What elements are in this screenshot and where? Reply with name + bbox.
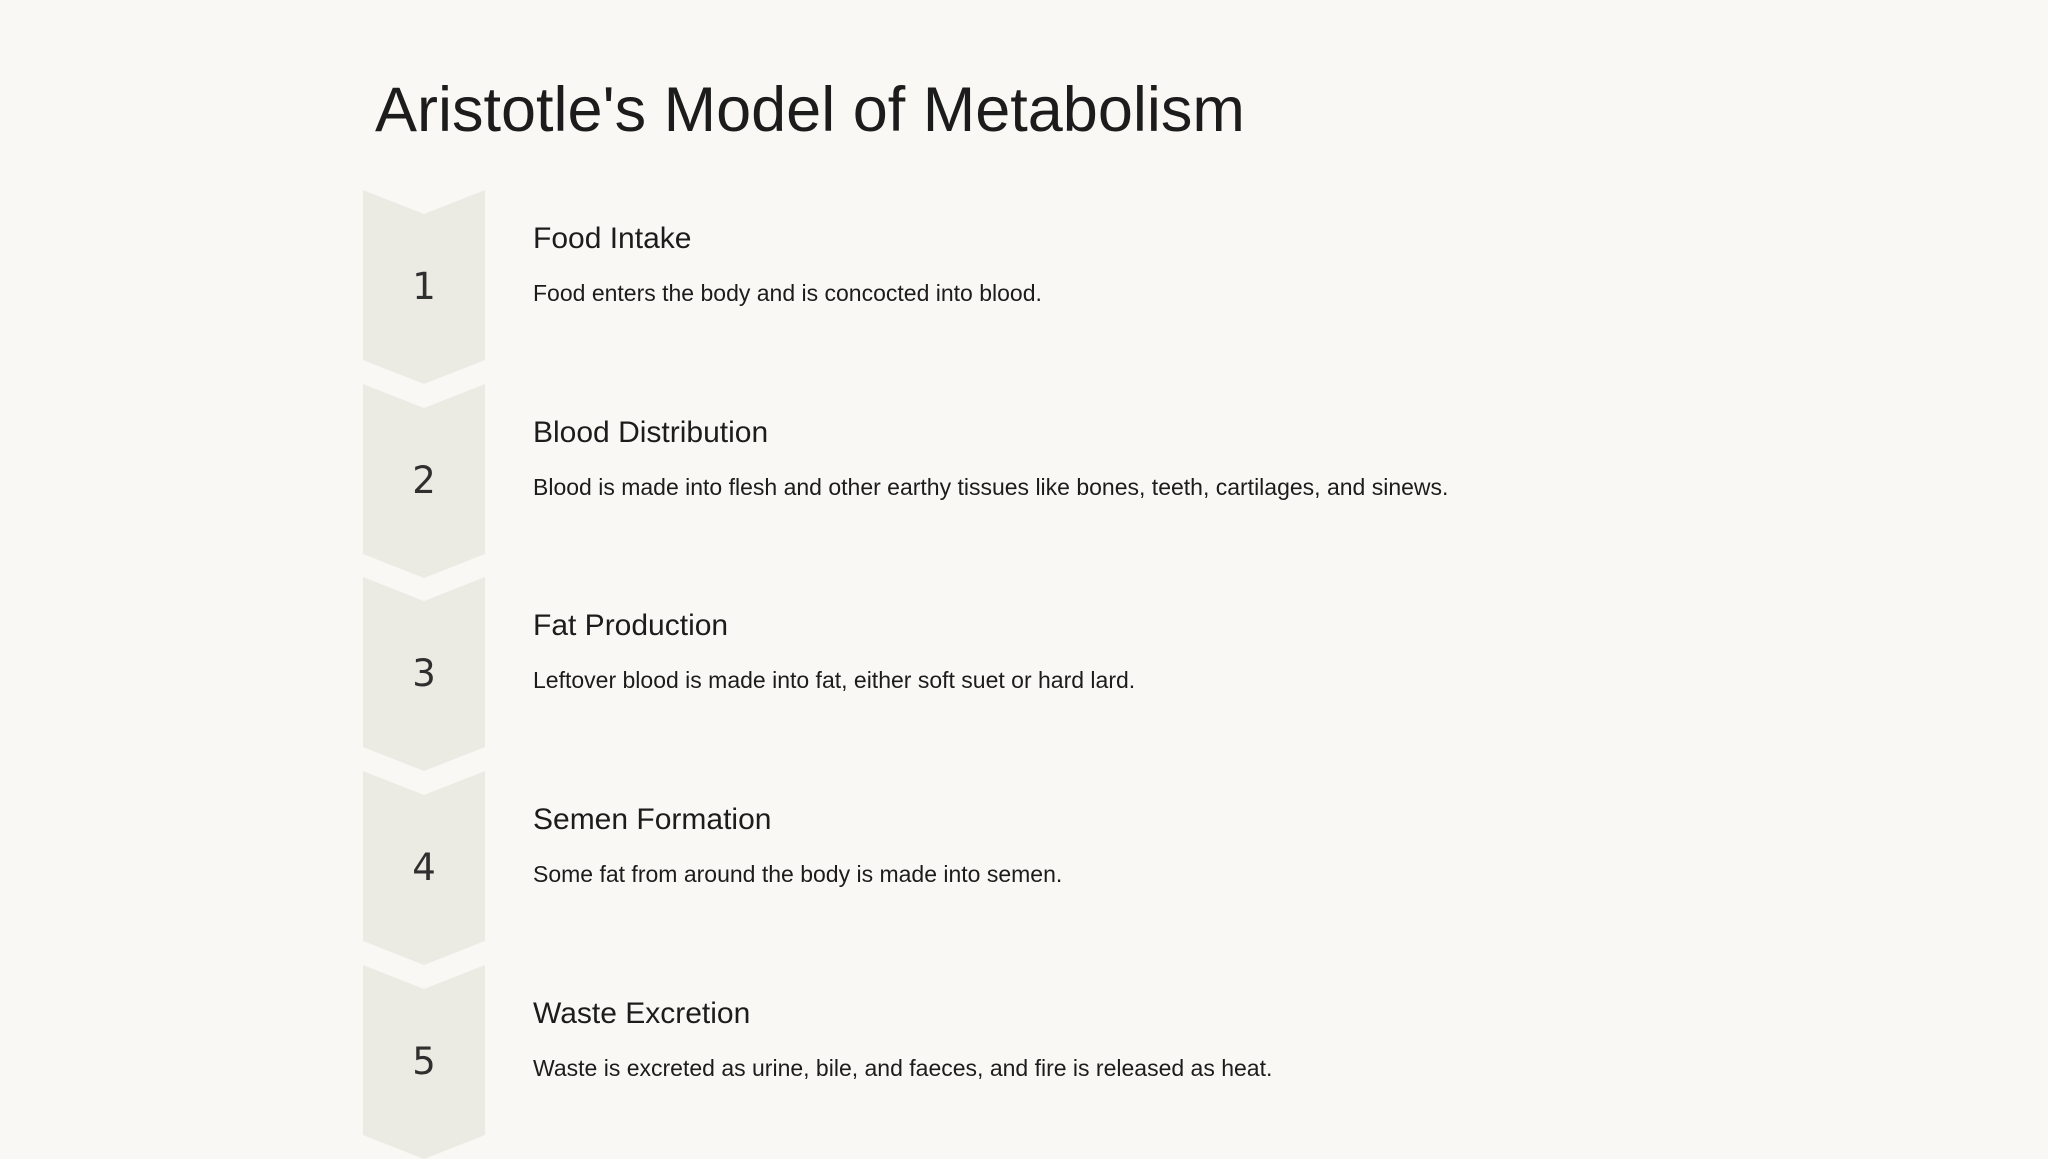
page-title: Aristotle's Model of Metabolism — [375, 75, 1245, 145]
step-title: Semen Formation — [533, 803, 772, 836]
step-title: Fat Production — [533, 609, 729, 642]
step-description: Some fat from around the body is made into semen. — [533, 861, 1063, 887]
step-description: Leftover blood is made into fat, either soft suet or hard lard. — [533, 667, 1136, 693]
step-number: 2 — [412, 459, 436, 502]
step-semen-formation — [0, 771, 2048, 965]
step-title: Blood Distribution — [533, 416, 769, 449]
step-fat-production — [0, 577, 2048, 771]
step-description: Blood is made into flesh and other earthy tissues like bones, teeth, cartilages, and sinews. — [533, 474, 1449, 500]
step-number: 1 — [412, 265, 436, 308]
step-blood-distribution — [0, 384, 2048, 578]
step-description: Waste is excreted as urine, bile, and faeces, and fire is released as heat. — [533, 1055, 1273, 1081]
step-number: 3 — [412, 652, 436, 695]
step-title: Waste Excretion — [533, 997, 751, 1030]
step-food-intake — [0, 190, 2048, 384]
step-number: 4 — [412, 846, 436, 889]
step-title: Food Intake — [533, 222, 692, 255]
step-description: Food enters the body and is concocted into blood. — [533, 280, 1042, 306]
step-number: 5 — [412, 1040, 436, 1083]
step-waste-excretion — [0, 965, 2048, 1159]
